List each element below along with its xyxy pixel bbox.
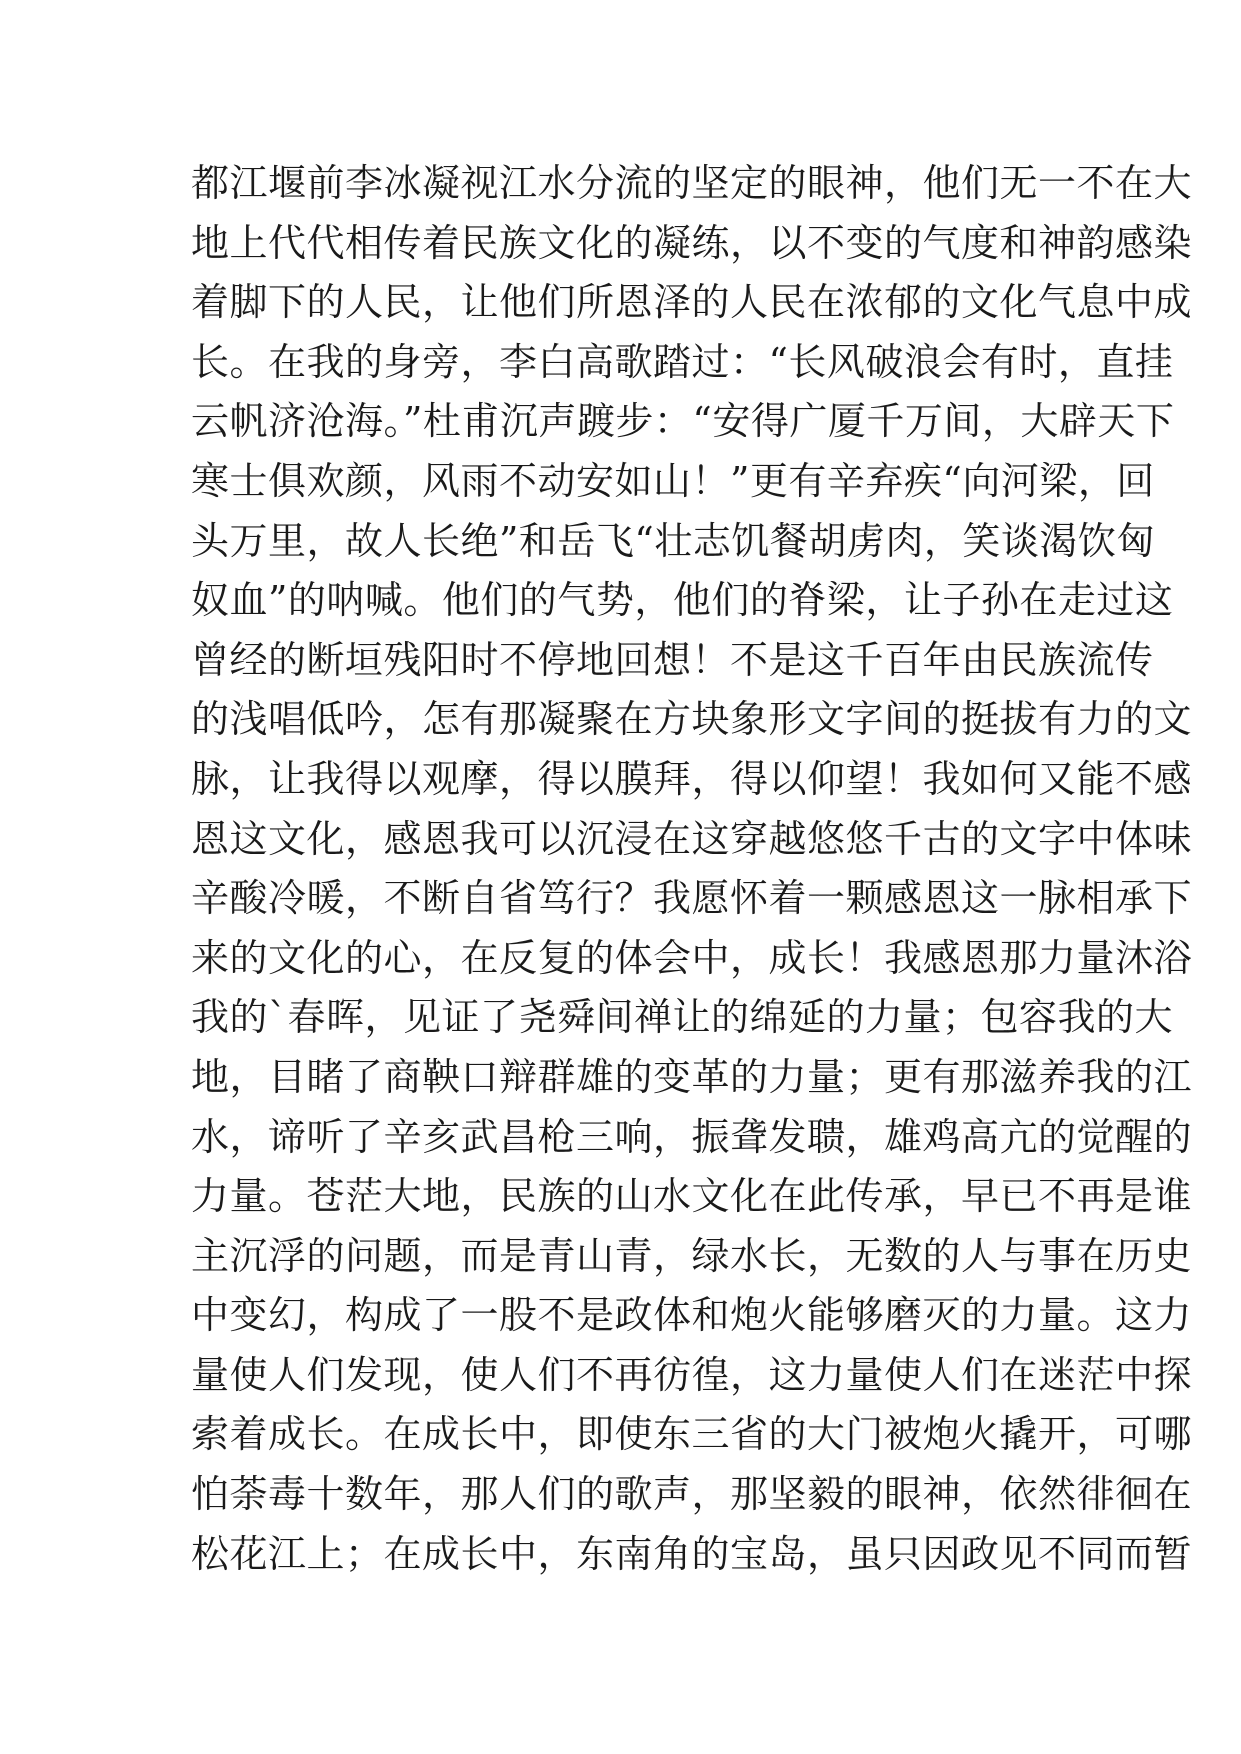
body-paragraph bbox=[191, 154, 1193, 1584]
text-line: 脉，让我得以观摩，得以膜拜，得以仰望！我如何又能不感 bbox=[191, 756, 1193, 801]
text-line: 辛酸冷暖，不断自省笃行？我愿怀着一颗感恩这一脉相承下 bbox=[191, 876, 1193, 921]
text-line: 头万里，故人长绝”和岳飞“壮志饥餐胡虏肉，笑谈渴饮匈 bbox=[191, 518, 1155, 563]
text-line: 主沉浮的问题，而是青山青，绿水长，无数的人与事在历史 bbox=[191, 1233, 1193, 1278]
text-line: 恩这文化，感恩我可以沉浸在这穿越悠悠千古的文字中体味 bbox=[191, 816, 1193, 861]
text-line: 曾经的断垣残阳时不停地回想！不是这千百年由民族流传 bbox=[191, 637, 1154, 682]
text-line: 地，目睹了商鞅口辩群雄的变革的力量；更有那滋养我的江 bbox=[191, 1054, 1193, 1099]
text-line: 地上代代相传着民族文化的凝练，以不变的气度和神韵感染 bbox=[191, 220, 1193, 265]
text-line: 量使人们发现，使人们不再彷徨，这力量使人们在迷茫中探 bbox=[191, 1352, 1193, 1397]
text-line: 长。在我的身旁，李白高歌踏过：“长风破浪会有时，直挂 bbox=[191, 339, 1174, 384]
text-line: 着脚下的人民，让他们所恩泽的人民在浓郁的文化气息中成 bbox=[191, 280, 1193, 325]
text-line: 的浅唱低吟，怎有那凝聚在方块象形文字间的挺拔有力的文 bbox=[191, 697, 1193, 742]
text-line: 来的文化的心，在反复的体会中，成长！我感恩那力量沐浴 bbox=[191, 935, 1193, 980]
text-line: 怕荼毒十数年，那人们的歌声，那坚毅的眼神，依然徘徊在 bbox=[191, 1472, 1193, 1517]
text-line: 中变幻，构成了一股不是政体和炮火能够磨灭的力量。这力 bbox=[191, 1293, 1193, 1338]
text-line: 奴血”的呐喊。他们的气势，他们的脊梁，让子孙在走过这 bbox=[191, 578, 1174, 623]
text-line: 力量。苍茫大地，民族的山水文化在此传承，早已不再是谁 bbox=[191, 1174, 1193, 1219]
text-line: 松花江上；在成长中，东南角的宝岛，虽只因政见不同而暂 bbox=[191, 1531, 1193, 1576]
text-line: 索着成长。在成长中，即使东三省的大门被炮火撬开，可哪 bbox=[191, 1412, 1193, 1457]
text-line: 寒士俱欢颜，风雨不动安如山！”更有辛弃疾“向河梁，回 bbox=[191, 458, 1155, 503]
text-line: 云帆济沧海。”杜甫沉声踱步：“安得广厦千万间，大辟天下 bbox=[191, 399, 1175, 444]
text-line: 水，谛听了辛亥武昌枪三响，振聋发聩，雄鸡高亢的觉醒的 bbox=[191, 1114, 1193, 1159]
text-line: 都江堰前李冰凝视江水分流的坚定的眼神，他们无一不在大 bbox=[191, 161, 1193, 205]
text-line: 我的`春晖，见证了尧舜间禅让的绵延的力量；包容我的大 bbox=[191, 995, 1174, 1040]
